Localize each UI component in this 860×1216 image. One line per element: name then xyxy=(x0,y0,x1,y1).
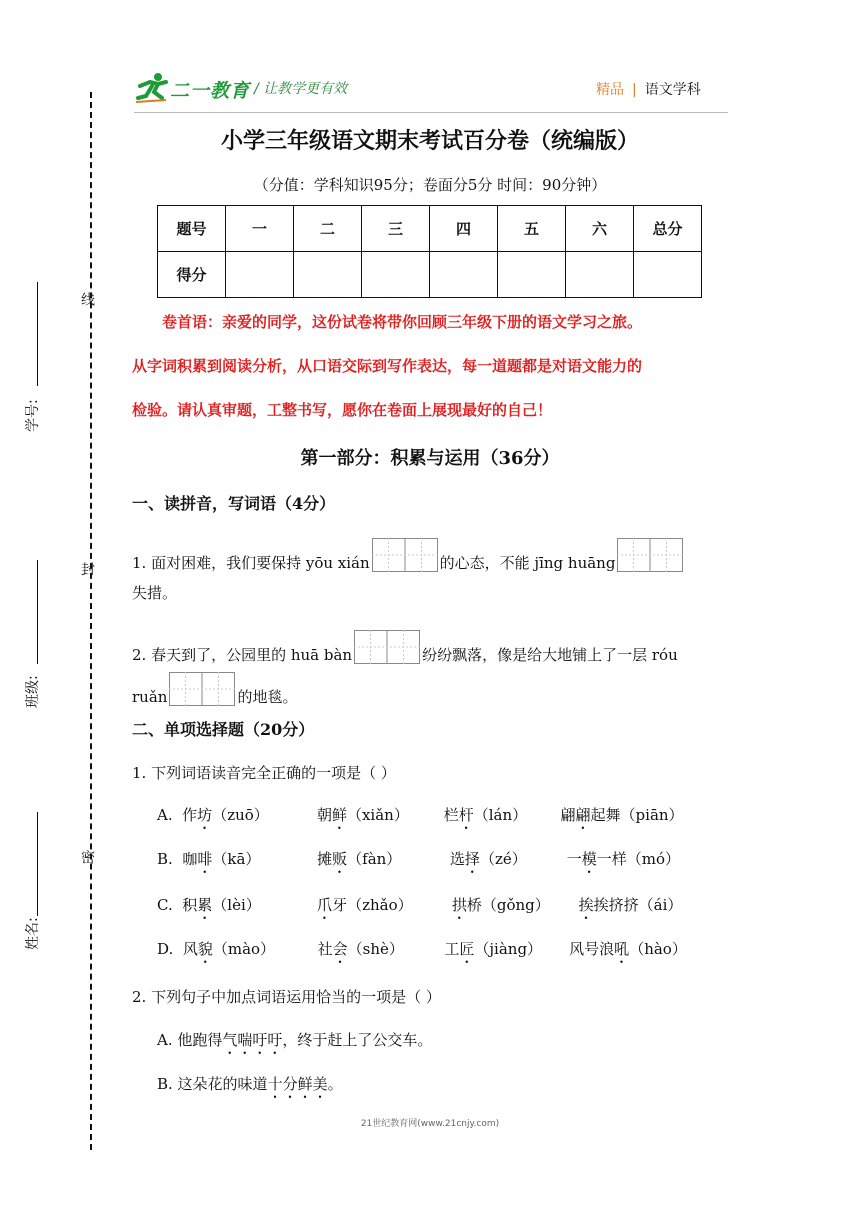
pinyin: （zuō） xyxy=(212,806,269,824)
s1-q2-text-c: ruǎn xyxy=(132,688,168,706)
pinyin: （fàn） xyxy=(347,850,402,868)
score-input-cell[interactable] xyxy=(362,252,430,298)
s1-q2-line-2 xyxy=(132,672,297,710)
slogan: / 让教学更有效 xyxy=(254,81,348,97)
score-input-cell[interactable] xyxy=(566,252,634,298)
brand-logo xyxy=(136,72,251,104)
word-part: 桥 xyxy=(466,896,482,914)
word-item xyxy=(317,804,439,833)
word-item xyxy=(444,804,556,833)
option-c xyxy=(157,894,682,923)
word-item xyxy=(182,848,312,877)
section1-title: 一、读拼音，写词语（4分） xyxy=(132,494,336,513)
xuehao-line xyxy=(37,282,38,386)
s1-q1-line xyxy=(132,538,685,576)
word-part: 社 xyxy=(317,940,333,958)
score-input-cell[interactable] xyxy=(226,252,294,298)
dotted-char: 爪 xyxy=(317,896,333,914)
pinyin: （piān） xyxy=(620,806,684,824)
intro-line-1: 卷首语：亲爱的同学，这份试卷将带你回顾三年级下册的语文学习之旅。 xyxy=(162,313,643,331)
score-cell: 五 xyxy=(498,206,566,252)
margin-mi: 密 xyxy=(79,850,95,864)
header-separator: | xyxy=(632,82,637,98)
word-part: 一样 xyxy=(596,850,627,868)
option-letter: B. xyxy=(157,850,173,868)
dotted-char: 会 xyxy=(332,940,348,958)
subject-label: 语文学科 xyxy=(644,82,701,98)
score-row-label: 得分 xyxy=(158,252,226,298)
option-b xyxy=(157,848,680,877)
s1-q1-text-c: 失措。 xyxy=(132,584,178,602)
word-part: 栏 xyxy=(443,806,459,824)
banji-label: 班级: xyxy=(25,675,41,708)
exam-subtitle: （分值：学科知识95分；卷面分5分 时间：90分钟） xyxy=(253,176,607,194)
dotted-char: 模 xyxy=(581,850,597,868)
intro-line-3: 检验。请认真审题，工整书写，愿你在卷面上展现最好的自己！ xyxy=(132,401,553,419)
s1-q2-text-a: 2. 春天到了，公园里的 huā bàn xyxy=(132,646,353,664)
pinyin: （lán） xyxy=(473,806,528,824)
score-input-cell[interactable] xyxy=(634,252,702,298)
exam-title: 小学三年级语文期末考试百分卷（统编版） xyxy=(220,128,639,154)
pinyin: （ái） xyxy=(638,896,683,914)
score-input-cell[interactable] xyxy=(498,252,566,298)
word-item xyxy=(579,894,683,923)
dotted-char: 累 xyxy=(197,896,213,914)
word-part: 起舞 xyxy=(590,806,621,824)
intro-line-2: 从字词积累到阅读分析，从口语交际到写作表达，每一道题都是对语文能力的 xyxy=(132,357,643,375)
tian-box[interactable] xyxy=(617,538,683,576)
score-value-row xyxy=(158,252,702,298)
option-letter: A. xyxy=(157,806,173,824)
pinyin: （jiàng） xyxy=(474,940,543,958)
header-rule xyxy=(134,112,728,113)
word-item xyxy=(318,938,440,967)
s2-q1: 1. 下列词语读音完全正确的一项是（ ） xyxy=(132,764,396,782)
word-part: 风 xyxy=(182,940,198,958)
option-a xyxy=(157,804,684,833)
xingming-label: 姓名: xyxy=(25,917,41,950)
word-part: 挨挤挤 xyxy=(593,896,639,914)
banji-line xyxy=(37,560,38,664)
s2-q2-option-b xyxy=(157,1073,343,1102)
word-part: 作 xyxy=(182,806,198,824)
tian-box[interactable] xyxy=(354,630,420,668)
word-item xyxy=(317,894,447,923)
dotted-char: 鲜 xyxy=(331,806,347,824)
word-part: 咖 xyxy=(182,850,198,868)
pinyin: （zhǎo） xyxy=(347,896,413,914)
s1-q2-text-d: 的地毯。 xyxy=(237,688,298,706)
score-cell: 四 xyxy=(430,206,498,252)
header-right xyxy=(596,79,701,99)
word-part: 牙 xyxy=(332,896,348,914)
pinyin: （kā） xyxy=(212,850,261,868)
dotted-char: 拱 xyxy=(451,896,467,914)
s1-q1-text-b: 的心态，不能 jīng huāng xyxy=(439,554,616,572)
dotted-char: 择 xyxy=(464,850,480,868)
dotted-char: 吼 xyxy=(614,940,630,958)
score-input-cell[interactable] xyxy=(294,252,362,298)
margin-feng: 封 xyxy=(79,562,95,576)
tian-box[interactable] xyxy=(169,672,235,710)
dotted-word: 十分鲜美 xyxy=(267,1075,328,1093)
word-item xyxy=(182,894,312,923)
score-input-cell[interactable] xyxy=(430,252,498,298)
pinyin: （zé） xyxy=(479,850,527,868)
s2-q2: 2. 下列句子中加点词语运用恰当的一项是（ ） xyxy=(132,988,441,1006)
score-cell: 三 xyxy=(362,206,430,252)
pinyin: （xiǎn） xyxy=(346,806,409,824)
dotted-char: 匠 xyxy=(459,940,475,958)
score-cell: 一 xyxy=(226,206,294,252)
word-item xyxy=(561,804,684,833)
word-part: 朝 xyxy=(316,806,332,824)
xingming-line xyxy=(37,812,38,916)
dotted-char: 啡 xyxy=(197,850,213,868)
s2-q2-option-a xyxy=(157,1029,432,1058)
word-item xyxy=(567,848,680,877)
word-part: 选 xyxy=(449,850,465,868)
footer-watermark: 21世纪教育网(www.21cnjy.com) xyxy=(360,1119,500,1129)
dotted-word: 气喘吁吁 xyxy=(222,1031,283,1049)
word-part: 积 xyxy=(182,896,198,914)
dotted-char: 贩 xyxy=(332,850,348,868)
score-cell: 六 xyxy=(566,206,634,252)
pinyin: （mó） xyxy=(626,850,680,868)
tian-box[interactable] xyxy=(372,538,438,576)
binding-line xyxy=(90,92,92,1150)
dotted-char: 坊 xyxy=(197,806,213,824)
part1-title: 第一部分：积累与运用（36分） xyxy=(300,448,560,469)
margin-xian: 线 xyxy=(79,292,95,306)
word-item xyxy=(317,848,445,877)
section2-title: 二、单项选择题（20分） xyxy=(132,720,315,739)
runner-icon xyxy=(136,72,170,104)
sentence-part: 。 xyxy=(327,1075,343,1093)
jingpin-label: 精品 xyxy=(596,82,624,98)
word-part: 一 xyxy=(566,850,582,868)
word-item xyxy=(569,938,687,967)
option-letter: C. xyxy=(157,896,173,914)
word-part: 工 xyxy=(444,940,460,958)
sentence-part: ，终于赶上了公交车。 xyxy=(282,1031,433,1049)
word-item xyxy=(183,938,313,967)
word-part: 风号浪 xyxy=(569,940,615,958)
pinyin: （gǒng） xyxy=(481,896,550,914)
s1-q2-text-b: 纷纷飘落，像是给大地铺上了一层 róu xyxy=(422,646,678,664)
xuehao-label: 学号: xyxy=(25,399,41,432)
pinyin: （hào） xyxy=(629,940,687,958)
score-table xyxy=(157,205,702,298)
s1-q2-line xyxy=(132,630,678,668)
word-item xyxy=(450,848,562,877)
sentence-part: A. 他跑得 xyxy=(157,1031,223,1049)
sentence-part: B. 这朵花的味道 xyxy=(157,1075,268,1093)
option-letter: D. xyxy=(157,940,174,958)
s1-q1-text-a: 1. 面对困难，我们要保持 yōu xián xyxy=(132,554,370,572)
dotted-char: 挨 xyxy=(578,896,594,914)
score-cell: 总分 xyxy=(634,206,702,252)
word-part: 翩 xyxy=(560,806,576,824)
logo-text: 二一教育 xyxy=(170,80,251,102)
dotted-char: 杆 xyxy=(458,806,474,824)
score-cell: 题号 xyxy=(158,206,226,252)
word-item xyxy=(444,938,564,967)
option-d xyxy=(157,938,687,967)
score-cell: 二 xyxy=(294,206,362,252)
pinyin: （mào） xyxy=(212,940,276,958)
pinyin: （shè） xyxy=(347,940,404,958)
score-header-row xyxy=(158,206,702,252)
word-item xyxy=(452,894,574,923)
pinyin: （lèi） xyxy=(212,896,261,914)
dotted-char: 貌 xyxy=(197,940,213,958)
word-part: 摊 xyxy=(317,850,333,868)
dotted-char: 翩 xyxy=(575,806,591,824)
word-item xyxy=(182,804,312,833)
